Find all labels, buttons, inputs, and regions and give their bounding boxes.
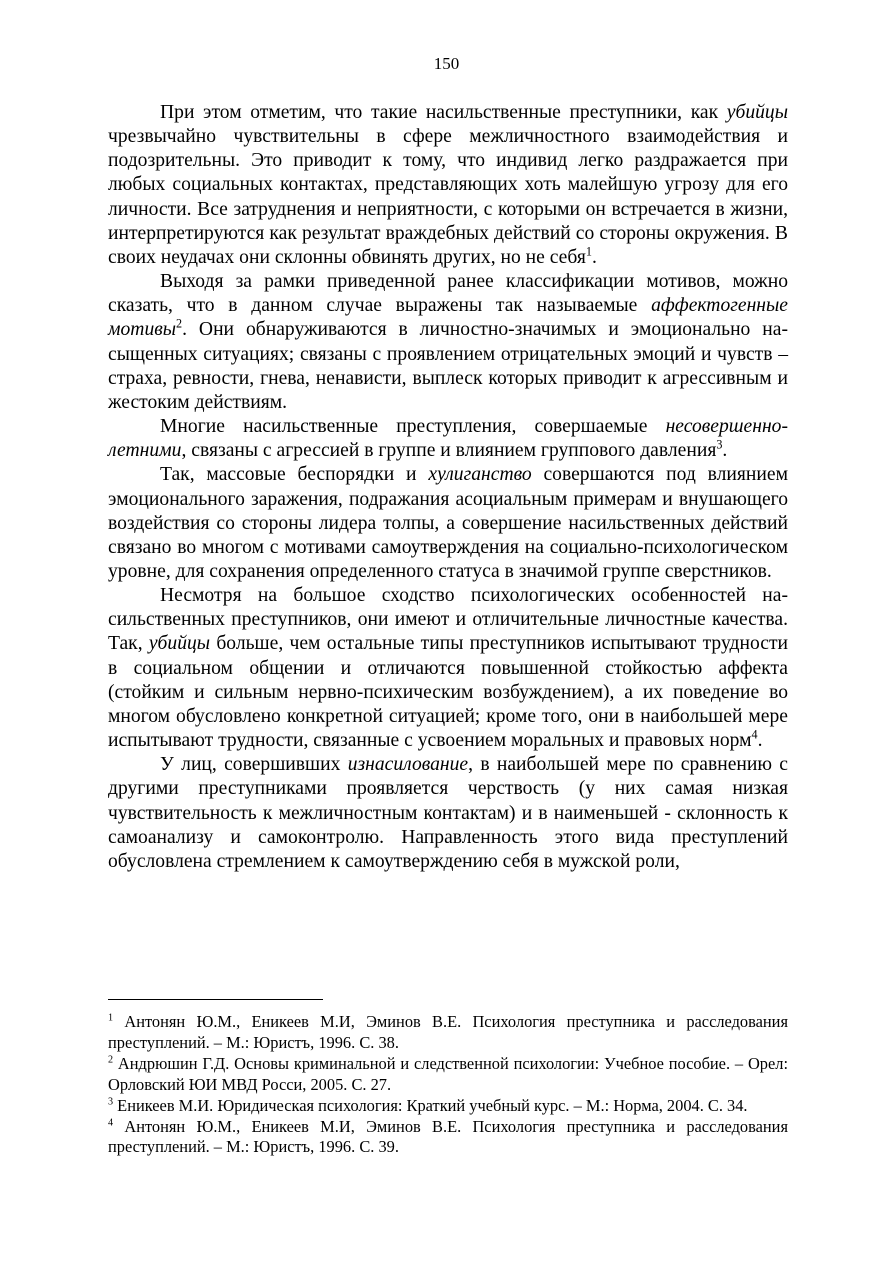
footnote xyxy=(108,1117,788,1159)
footnote-marker: 3 xyxy=(108,1096,114,1108)
text-run: При этом отметим, что такие насильственные преступники, как xyxy=(160,102,727,123)
footnote xyxy=(108,1096,788,1117)
italic-term: убийцы xyxy=(726,102,788,123)
footnote-divider xyxy=(108,999,323,1000)
text-run: . xyxy=(757,730,763,752)
text-run: Так, массовые беспорядки и xyxy=(160,464,429,486)
footnote-ref[interactable]: 2 xyxy=(176,316,183,331)
text-run: Выходя за рамки приведенной ранее классификации мотивов, можно сказать, что в данном случае выражены так называемые xyxy=(108,271,788,317)
text-run: Многие насильственные преступления, совершаемые xyxy=(160,416,666,438)
italic-term: несовершеннолетними xyxy=(108,416,788,462)
paragraph xyxy=(108,270,788,415)
footnote-marker: 1 xyxy=(108,1012,114,1024)
text-run: Несмотря на большое сходство психологических особенностей насильственных преступников, они имеют и отличительные личностные качества. Так, xyxy=(108,585,788,655)
footnote-marker: 4 xyxy=(108,1117,114,1129)
text-run: , в наибольшей мере по сравнению с другими преступниками проявляется черствость (у них самая низкая чувствительность к межличностным контактам) и в наименьшей - склонность к самоанализу и самоконтролю. Направленность этого вида преступлений обусловлена стремлением к самоутверждению себя в мужской роли, xyxy=(108,754,788,872)
text-run: У лиц, совершивших xyxy=(160,754,348,776)
footnote-ref[interactable]: 4 xyxy=(751,727,758,742)
text-run: совершаются под влиянием эмоционального заражения, подражания асоциальным примерам и внушающего воздействия со стороны лидера толпы, а совершение насильственных действий связано во многом с мотивами самоутверждения на социально-психологическом уровне, для сохранения определенного статуса в значимой группе сверстников. xyxy=(108,464,788,582)
text-run: . xyxy=(722,440,728,462)
footnote-ref[interactable]: 3 xyxy=(716,437,723,452)
italic-term: хулиганство xyxy=(428,464,532,486)
footnotes xyxy=(108,1012,788,1158)
paragraph xyxy=(108,101,788,270)
footnote-marker: 2 xyxy=(108,1054,114,1066)
italic-term: аффектогенные мотивы xyxy=(108,295,788,341)
page-number: 150 xyxy=(433,54,460,73)
footnote-text: Еникеев М.И. Юридическая психология: Краткий учебный курс. – М.: Норма, 2004. С. 34. xyxy=(113,1095,748,1115)
paragraph xyxy=(108,753,788,874)
italic-term: изнасилование xyxy=(347,754,469,776)
footnote xyxy=(108,1054,788,1096)
footnote-text: Антонян Ю.М., Еникеев М.И, Эминов В.Е. Психология преступника и расследования преступлений. – М.: Юристъ, 1996. С. 39. xyxy=(108,1116,788,1157)
paragraph xyxy=(108,584,788,753)
footnote-text: Антонян Ю.М., Еникеев М.И, Эминов В.Е. Психология преступника и расследования преступлений. – М.: Юристъ, 1996. С. 38. xyxy=(108,1012,788,1052)
footnote-text: Андрюшин Г.Д. Основы криминальной и следственной психологии: Учебное пособие. – Орел: Орловский ЮИ МВД Росси, 2005. С. 27. xyxy=(108,1053,788,1094)
italic-term: убийцы xyxy=(148,633,211,655)
text-run: больше, чем остальные типы преступников испытывают трудности в социальном общении и отличаются повышенной стойкостью аффекта (стойким и сильным нервно-психическим возбуждением), а их поведение во многом обусловлено конкретной ситуацией; кроме того, они в наибольшей мере испытывают трудности, связанные с усвоением моральных и правовых норм xyxy=(108,633,788,752)
text-run: . xyxy=(591,246,597,268)
text-run: . Они обнаруживаются в личностно-значимых и эмоционально насыщенных ситуациях; связаны с проявлением отрицательных эмоций и чувств – страха, ревности, гнева, ненависти, выплеск которых приводит к агрессивным и жестоким действиям. xyxy=(108,319,788,413)
text-run: чрезвычайно чувствительны в сфере межличностного взаимодействия и подозрительны. Это приводит к тому, что индивид легко раздражается при любых социальных контактах, представляющих хоть малейшую угрозу для его личности. Все затруднения и неприятности, с которыми он встречается в жизни, интерпретируются как результат враждебных действий со стороны окружения. В своих неудачах они склонны обвинять других, но не себя xyxy=(108,126,788,268)
text-run: , связаны с агрессией в группе и влиянием группового давления xyxy=(181,440,717,462)
footnote xyxy=(108,1012,788,1054)
paragraph xyxy=(108,463,788,584)
footnote-ref[interactable]: 1 xyxy=(585,244,592,259)
body-text xyxy=(108,101,788,874)
paragraph xyxy=(108,415,788,463)
